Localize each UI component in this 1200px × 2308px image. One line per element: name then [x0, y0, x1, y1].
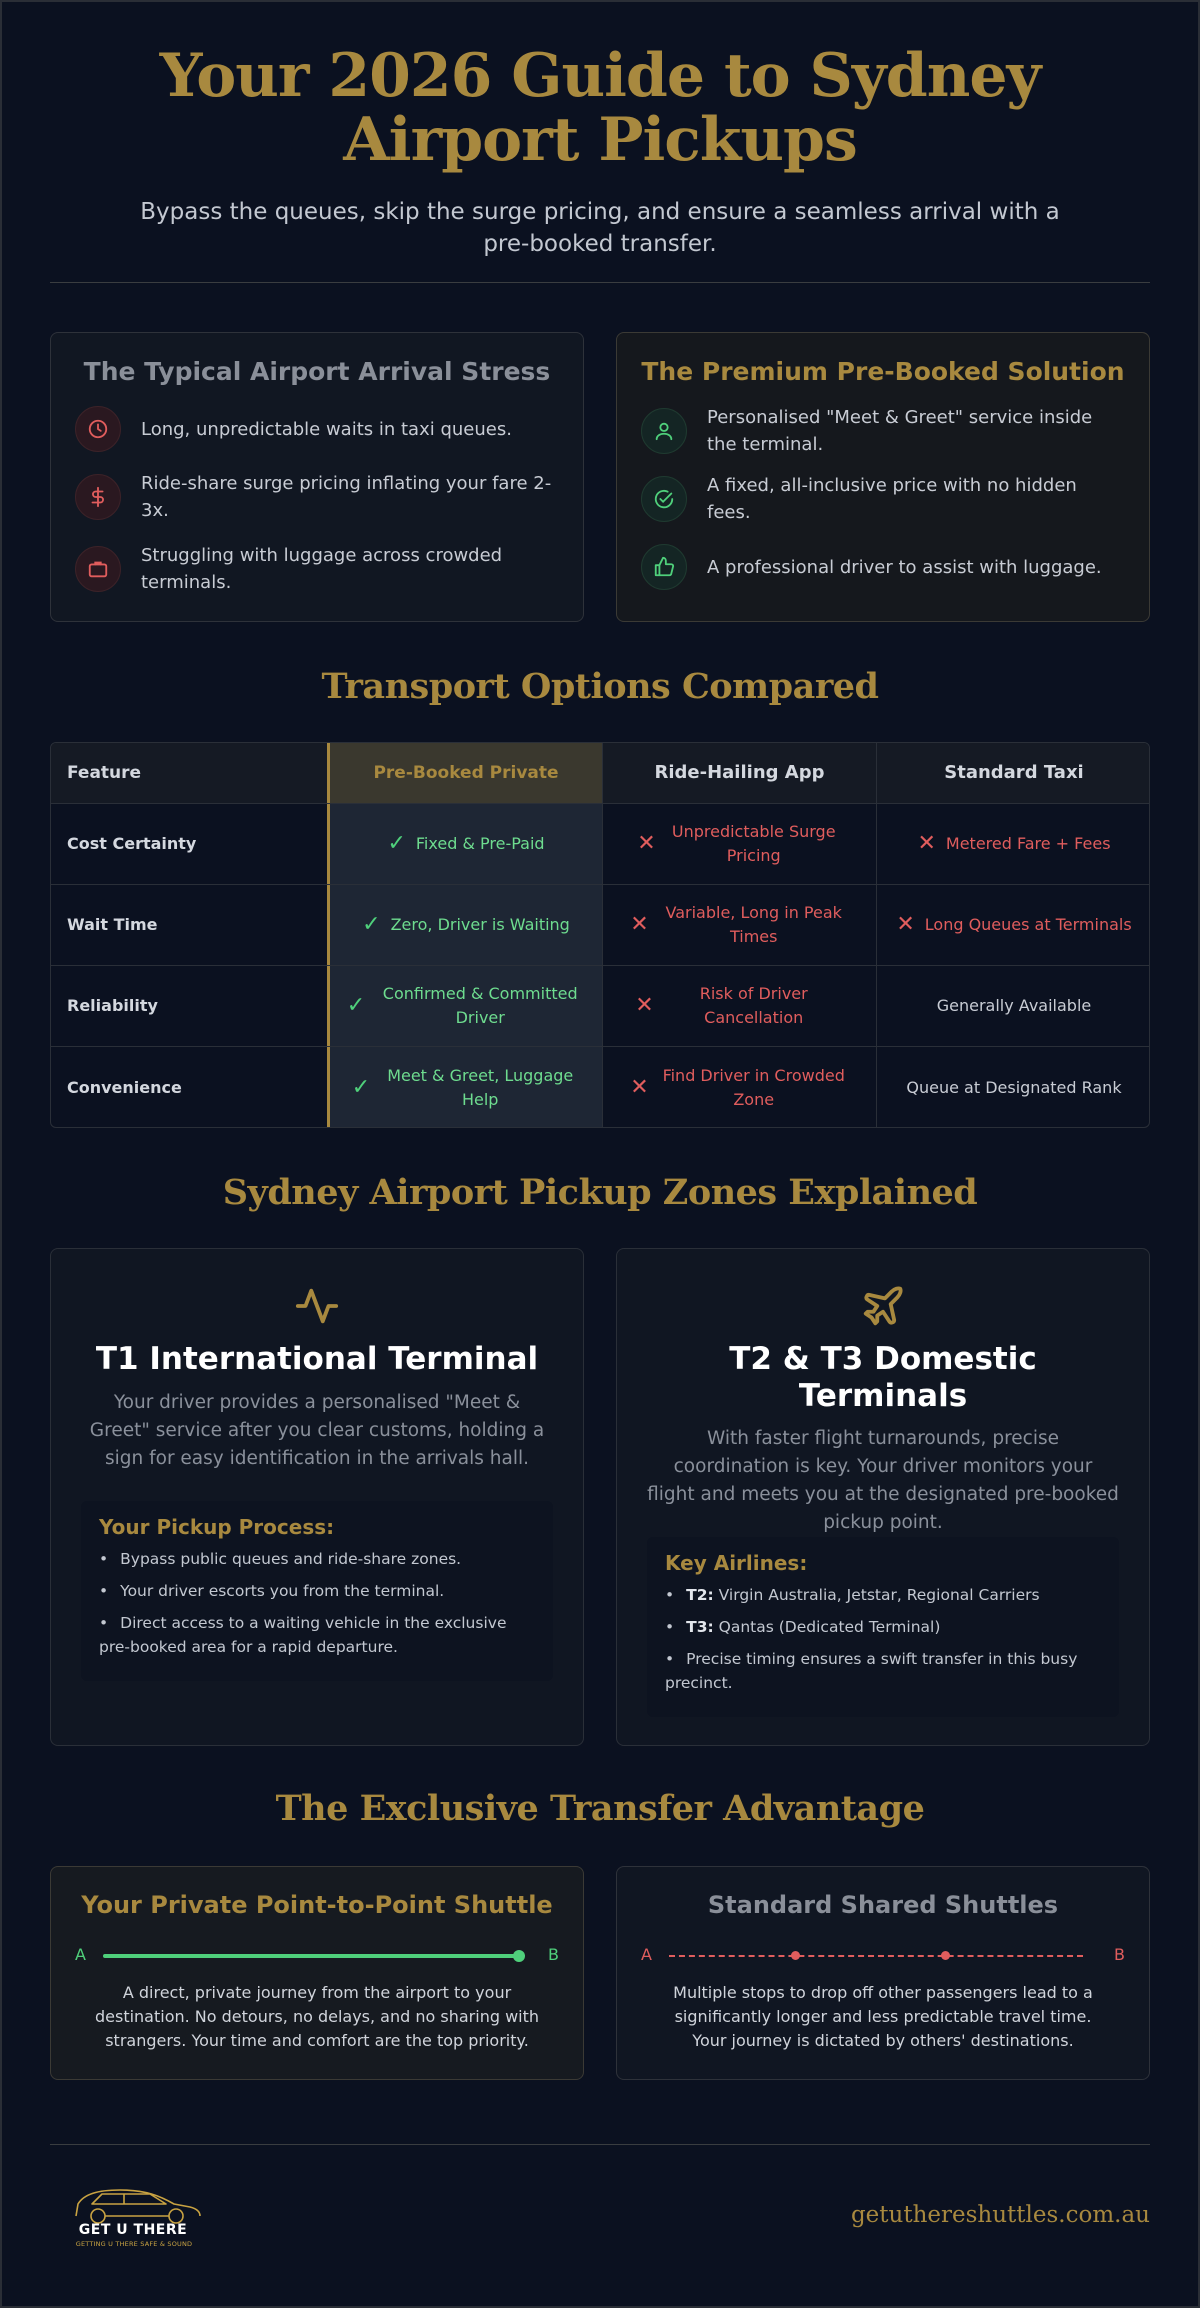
list-item: • T3: Qantas (Dedicated Terminal)	[665, 1618, 941, 1636]
solution-item	[641, 472, 1123, 526]
route-stop-dot	[941, 1951, 950, 1960]
stress-item	[75, 406, 557, 452]
logo-text: GET U THERE	[78, 2222, 188, 2238]
table-header-cell: Feature	[67, 763, 142, 783]
solution-card	[616, 332, 1150, 622]
table-cell-feature: Convenience	[67, 1078, 182, 1097]
table-cell-taxi: ✕ Metered Fare + Fees	[876, 804, 1150, 884]
zone-card-t1	[50, 1248, 584, 1746]
table-row	[51, 885, 1150, 966]
table-cell-taxi: ✕ Long Queues at Terminals	[876, 885, 1150, 965]
check-icon: ✓	[362, 912, 381, 937]
comparison-table	[50, 742, 1150, 1128]
solution-item	[641, 404, 1123, 458]
table-cell-feature: Wait Time	[67, 915, 158, 934]
page-title: Your 2026 Guide to Sydney Airport Pickups	[159, 41, 1041, 175]
table-cell-ride: ✕ Variable, Long in Peak Times	[602, 885, 876, 965]
shared-shuttle-card	[616, 1866, 1150, 2080]
box-title: Key Airlines:	[665, 1551, 808, 1575]
table-cell-private: ✓ Confirmed & Committed Driver	[327, 966, 602, 1046]
table-cell-ride: ✕ Find Driver in Crowded Zone	[602, 1047, 876, 1128]
table-header-cell: Standard Taxi	[876, 743, 1150, 803]
route-start-label: A	[641, 1945, 652, 1964]
zone-title: T2 & T3 Domestic Terminals	[729, 1341, 1037, 1414]
private-shuttle-title: Your Private Point-to-Point Shuttle	[81, 1891, 553, 1919]
table-row	[51, 1047, 1150, 1128]
cross-icon: ✕	[917, 831, 936, 856]
solution-item	[641, 544, 1123, 590]
table-cell-private: ✓ Zero, Driver is Waiting	[327, 885, 602, 965]
key-airlines-box	[647, 1537, 1119, 1717]
list-item: • Bypass public queues and ride-share zones.	[99, 1550, 462, 1568]
user-icon	[641, 408, 687, 454]
solution-item-text: A professional driver to assist with luggage.	[707, 556, 1102, 578]
company-logo	[58, 2182, 210, 2252]
shared-shuttle-description: Multiple stops to drop off other passengers lead to a significantly longer and less predictable travel time. Your journey is dictated by others' destinations.	[673, 1983, 1093, 2050]
zone-description: Your driver provides a personalised "Meet & Greet" service after you clear customs, holding a sign for easy identification in the arrivals hall.	[89, 1392, 545, 1469]
table-header-row	[51, 743, 1150, 804]
table-header-cell: Pre-Booked Private	[327, 743, 602, 803]
pulse-icon	[51, 1283, 583, 1333]
page-subtitle: Bypass the queues, skip the surge pricing, and ensure a seamless arrival with a pre-booked transfer.	[140, 199, 1060, 257]
route-line	[669, 1955, 1083, 1957]
thumbs-up-icon	[641, 544, 687, 590]
logo-tagline: GETTING U THERE SAFE & SOUND	[75, 2240, 193, 2248]
car-icon	[58, 2182, 210, 2226]
table-cell-private: ✓ Fixed & Pre-Paid	[327, 804, 602, 884]
solution-card-title: The Premium Pre-Booked Solution	[641, 357, 1125, 386]
clock-icon	[75, 406, 121, 452]
list-item: • Direct access to a waiting vehicle in the exclusive pre-booked area for a rapid departure.	[99, 1614, 507, 1656]
list-item: • T2: Virgin Australia, Jetstar, Regional Carriers	[665, 1586, 1040, 1604]
table-cell-feature: Reliability	[67, 996, 158, 1015]
shared-route-line	[641, 1945, 1125, 1965]
stress-item-text: Ride-share surge pricing inflating your fare 2-3x.	[141, 473, 552, 521]
cross-icon: ✕	[630, 1075, 649, 1100]
table-cell-taxi: Queue at Designated Rank	[876, 1047, 1150, 1128]
private-shuttle-description: A direct, private journey from the airport to your destination. No detours, no delays, and no sharing with strangers. Your time and comfort are the top priority.	[94, 1983, 540, 2050]
solution-item-text: A fixed, all-inclusive price with no hidden fees.	[707, 475, 1077, 523]
table-cell-feature: Cost Certainty	[67, 834, 197, 853]
stress-item	[75, 470, 557, 524]
header-divider	[50, 282, 1150, 283]
route-end-label: B	[548, 1945, 559, 1964]
route-end-label: B	[1114, 1945, 1125, 1964]
plane-icon	[617, 1283, 1149, 1333]
check-icon: ✓	[387, 831, 406, 856]
solution-item-text: Personalised "Meet & Greet" service inside the terminal.	[707, 407, 1093, 455]
stress-card-title: The Typical Airport Arrival Stress	[83, 357, 551, 386]
table-header-cell: Ride-Hailing App	[602, 743, 876, 803]
website-link[interactable]: getuthereshuttles.com.au	[850, 2202, 1150, 2228]
direct-route-line	[75, 1945, 559, 1965]
table-cell-private: ✓ Meet & Greet, Luggage Help	[327, 1047, 602, 1128]
footer-divider	[50, 2144, 1150, 2145]
advantage-title: The Exclusive Transfer Advantage	[275, 1788, 925, 1829]
table-cell-taxi: Generally Available	[876, 966, 1150, 1046]
list-item: • Your driver escorts you from the terminal.	[99, 1582, 445, 1600]
shared-shuttle-title: Standard Shared Shuttles	[707, 1891, 1059, 1919]
table-cell-ride: ✕ Unpredictable Surge Pricing	[602, 804, 876, 884]
table-row	[51, 966, 1150, 1047]
list-item: • Precise timing ensures a swift transfer in this busy precinct.	[665, 1650, 1078, 1692]
stress-item-text: Struggling with luggage across crowded terminals.	[141, 545, 503, 593]
zone-title: T1 International Terminal	[95, 1341, 539, 1377]
briefcase-icon	[75, 546, 121, 592]
cross-icon: ✕	[635, 993, 654, 1018]
check-circle-icon	[641, 476, 687, 522]
check-icon: ✓	[351, 1075, 371, 1100]
cross-icon: ✕	[630, 912, 649, 937]
route-stop-dot	[791, 1951, 800, 1960]
check-icon: ✓	[346, 993, 366, 1018]
comparison-title: Transport Options Compared	[321, 666, 879, 707]
table-row	[51, 804, 1150, 885]
stress-item	[75, 542, 557, 596]
private-shuttle-card	[50, 1866, 584, 2080]
zone-card-t2	[616, 1248, 1150, 1746]
stress-card	[50, 332, 584, 622]
route-line	[103, 1954, 517, 1958]
table-cell-ride: ✕ Risk of Driver Cancellation	[602, 966, 876, 1046]
route-end-dot	[513, 1950, 525, 1962]
route-start-label: A	[75, 1945, 86, 1964]
dollar-icon	[75, 474, 121, 520]
zones-title: Sydney Airport Pickup Zones Explained	[222, 1172, 978, 1213]
cross-icon: ✕	[637, 831, 656, 856]
pickup-process-box	[81, 1501, 553, 1681]
stress-item-text: Long, unpredictable waits in taxi queues.	[141, 418, 512, 440]
box-title: Your Pickup Process:	[99, 1515, 335, 1539]
page-header	[50, 41, 1150, 260]
zone-description: With faster flight turnarounds, precise coordination is key. Your driver monitors your flight and meets you at the designated pre-booked pickup point.	[647, 1428, 1119, 1533]
cross-icon: ✕	[896, 912, 915, 937]
